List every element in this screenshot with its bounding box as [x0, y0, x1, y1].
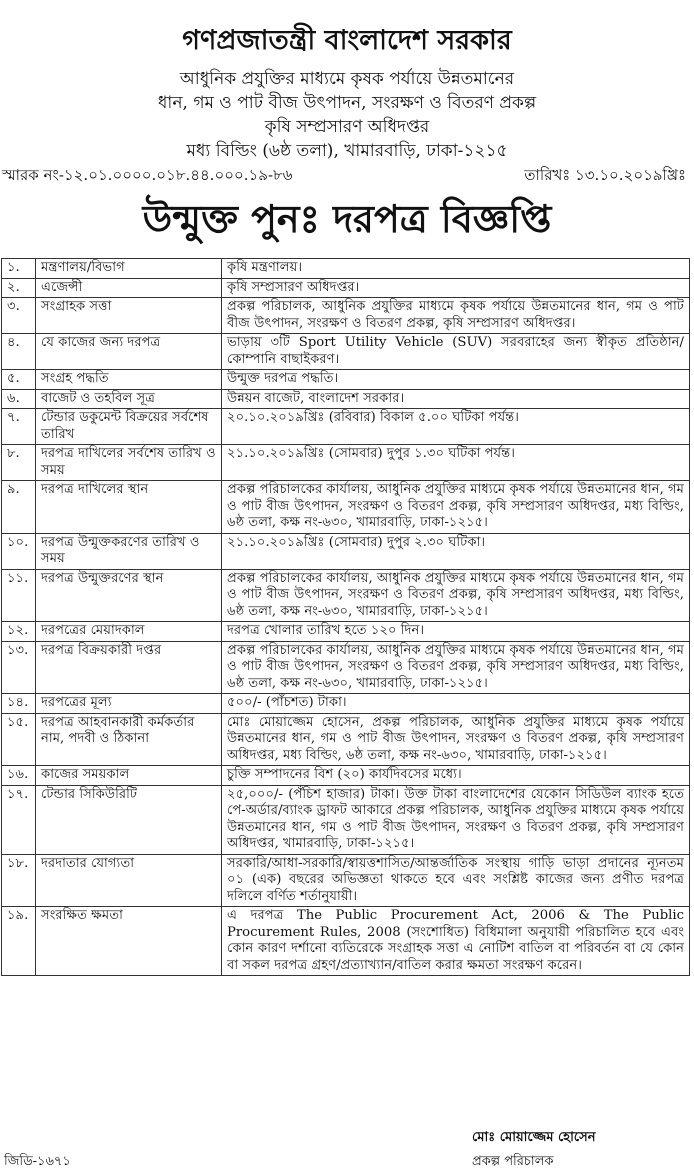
row-number: ১২.	[2, 622, 36, 642]
row-value: ভাড়ায় ৩টি Sport Utility Vehicle (SUV) সরবরাহের জন্য স্বীকৃত প্রতিষ্ঠান/কোম্পানি বাছাইকরণ।	[222, 334, 690, 370]
row-number: ১.	[2, 259, 36, 279]
table-row	[2, 907, 690, 976]
table-row	[2, 445, 690, 481]
row-label: দরপত্র উন্মুক্তরণের স্থান	[36, 569, 222, 622]
row-value: উন্মুক্ত দরপত্র পদ্ধতি।	[222, 370, 690, 390]
government-heading: গণপ্রজাতন্ত্রী বাংলাদেশ সরকার	[182, 25, 512, 56]
office-address: মধ্য বিল্ডিং (৬ষ্ঠ তলা), খামারবাড়ি, ঢাকা-১২১৫	[186, 141, 508, 161]
row-number: ৩.	[2, 298, 36, 334]
row-label: দরপত্র আহবানকারী কর্মকর্তার নাম, পদবী ও ঠিকানা	[36, 713, 222, 766]
gd-code: জিডি-১৬৭১	[4, 1154, 71, 1169]
row-number: ৪.	[2, 334, 36, 370]
row-value: প্রকল্প পরিচালকের কার্যালয়, আধুনিক প্রযুক্তির মাধ্যমে কৃষক পর্যায়ে উন্নতমানের ধান, গম ও পাট বীজ উৎপাদন, সংরক্ষণ ও বিতরণ প্রকল্প, কৃষি সম্প্রসারণ অধিদপ্তর, মধ্য বিল্ডিং, ৬ষ্ঠ তলা, কক্ষ নং-৬৩০, খামারবাড়ি, ঢাকা-১২১৫।	[222, 569, 690, 622]
row-label: দরপত্র উন্মুক্তকরণের তারিখ ও সময়	[36, 533, 222, 569]
row-label: দরপত্র দাখিলের স্থান	[36, 481, 222, 534]
row-label: দরপত্রের মূল্য	[36, 694, 222, 714]
row-number: ৯.	[2, 481, 36, 534]
tender-details-table	[1, 258, 690, 976]
row-label: দরদাতার যোগ্যতা	[36, 854, 222, 907]
table-row	[2, 713, 690, 766]
signatory-name: মোঃ মোয়াজ্জেম হোসেন	[472, 1130, 596, 1145]
row-label: কাজের সময়কাল	[36, 766, 222, 786]
row-label: যে কাজের জন্য দরপত্র	[36, 334, 222, 370]
project-line-1: আধুনিক প্রযুক্তির মাধ্যমে কৃষক পর্যায়ে উন্নতমানের	[179, 69, 515, 89]
row-number: ১১.	[2, 569, 36, 622]
row-value: কৃষি সম্প্রসারণ অধিদপ্তর।	[222, 278, 690, 298]
table-row	[2, 389, 690, 409]
row-value: চুক্তি সম্পাদনের বিশ (২০) কার্যদিবসের মধ্যে।	[222, 766, 690, 786]
row-label: সংগ্রাহক সত্তা	[36, 298, 222, 334]
table-row	[2, 622, 690, 642]
table-row	[2, 481, 690, 534]
project-line-2: ধান, গম ও পাট বীজ উৎপাদন, সংরক্ষণ ও বিতরণ প্রকল্প	[157, 93, 537, 113]
row-value: ২১.১০.২০১৯খ্রিঃ (সোমবার) দুপুর ২.৩০ ঘটিকা।	[222, 533, 690, 569]
row-label: টেন্ডার ডকুমেন্ট বিক্রয়ের সর্বশেষ তারিখ	[36, 409, 222, 445]
row-label: দরপত্র বিক্রয়কারী দপ্তর	[36, 641, 222, 694]
table-row	[2, 334, 690, 370]
table-row	[2, 259, 690, 279]
row-value: উন্নয়ন বাজেট, বাংলাদেশ সরকার।	[222, 389, 690, 409]
row-number: ১৭.	[2, 785, 36, 854]
table-row	[2, 409, 690, 445]
table-row	[2, 370, 690, 390]
memo-date: তারিখঃ ১৩.১০.২০১৯খ্রিঃ	[524, 166, 686, 184]
department-name: কৃষি সম্প্রসারণ অধিদপ্তর	[264, 117, 430, 137]
row-number: ১৫.	[2, 713, 36, 766]
notice-title: উন্মুক্ত পুনঃ দরপত্র বিজ্ঞপ্তি	[142, 196, 552, 241]
row-number: ৭.	[2, 409, 36, 445]
row-label: দরপত্রের মেয়াদকাল	[36, 622, 222, 642]
row-label: এজেন্সী	[36, 278, 222, 298]
table-row	[2, 278, 690, 298]
row-label: টেন্ডার সিকিউরিটি	[36, 785, 222, 854]
row-label: দরপত্র দাখিলের সর্বশেষ তারিখ ও সময়	[36, 445, 222, 481]
row-value: দরপত্র খোলার তারিখ হতে ১২০ দিন।	[222, 622, 690, 642]
row-number: ১৩.	[2, 641, 36, 694]
table-row	[2, 533, 690, 569]
memo-number: স্মারক নং-১২.০১.০০০০.০১৮.৪৪.০০০.১৯-৮৬	[2, 166, 293, 184]
row-value: প্রকল্প পরিচালকের কার্যালয়, আধুনিক প্রযুক্তির মাধ্যমে কৃষক পর্যায়ে উন্নতমানের ধান, গম ও পাট বীজ উৎপাদন, সংরক্ষণ ও বিতরণ প্রকল্প, কৃষি সম্প্রসারণ অধিদপ্তর, মধ্য বিল্ডিং, ৬ষ্ঠ তলা, কক্ষ নং-৬৩০, খামারবাড়ি, ঢাকা-১২১৫।	[222, 481, 690, 534]
row-value: ২০.১০.২০১৯খ্রিঃ (রবিবার) বিকাল ৫.০০ ঘটিকা পর্যন্ত।	[222, 409, 690, 445]
table-row	[2, 641, 690, 694]
table-row	[2, 569, 690, 622]
row-number: ২.	[2, 278, 36, 298]
row-label: বাজেট ও তহবিল সূত্র	[36, 389, 222, 409]
row-label: মন্ত্রণালয়/বিভাগ	[36, 259, 222, 279]
row-label: সংরক্ষিত ক্ষমতা	[36, 907, 222, 976]
row-value: এ দরপত্র The Public Procurement Act, 2006 & The Public Procurement Rules, 2008 (সংশোধিত) বিধিমালা অনুযায়ী পরিচালিত হবে এবং কোন কারণ দর্শানো ব্যতিরেকে সংগ্রাহক সত্তা এ নোটিশ বাতিল বা পরিবর্তন বা যে কোন বা সকল দরপত্র গ্রহণ/প্রত্যাখ্যান/বাতিল করার ক্ষমতা সংরক্ষণ করেন।	[222, 907, 690, 976]
table-row	[2, 785, 690, 854]
row-number: ৬.	[2, 389, 36, 409]
row-value: প্রকল্প পরিচালক, আধুনিক প্রযুক্তির মাধ্যমে কৃষক পর্যায়ে উন্নতমানের ধান, গম ও পাট বীজ উৎপাদন, সংরক্ষণ ও বিতরণ প্রকল্প, কৃষি সম্প্রসারণ অধিদপ্তর।	[222, 298, 690, 334]
row-number: ১৮.	[2, 854, 36, 907]
row-value: ২৫,০০০/- (পঁচিশ হাজার) টাকা। উক্ত টাকা বাংলাদেশের যেকোন সিডিউল ব্যাংক হতে পে-অর্ডার/ব্যাংক ড্রাফট আকারে প্রকল্প পরিচালক, আধুনিক প্রযুক্তির মাধ্যমে কৃষক পর্যায়ে উন্নতমানের ধান, গম ও পাট বীজ উৎপাদন, সংরক্ষণ ও বিতরণ প্রকল্প, কৃষি সম্প্রসারণ অধিদপ্তর, খামারবাড়ি, ঢাকা-১২১৫।	[222, 785, 690, 854]
tender-details-body	[2, 259, 690, 976]
row-value: কৃষি মন্ত্রণালয়।	[222, 259, 690, 279]
row-value: ৫০০/- (পাঁচশত) টাকা।	[222, 694, 690, 714]
table-row	[2, 694, 690, 714]
row-label: সংগ্রহ পদ্ধতি	[36, 370, 222, 390]
row-number: ১৪.	[2, 694, 36, 714]
signatory-title: প্রকল্প পরিচালক	[472, 1154, 554, 1169]
row-number: ১৯.	[2, 907, 36, 976]
row-number: ৮.	[2, 445, 36, 481]
table-row	[2, 766, 690, 786]
row-value: সরকারি/আধা-সরকারি/স্বায়ত্তশাসিত/আন্তর্জাতিক সংস্থায় গাড়ি ভাড়া প্রদানের ন্যূনতম ০১ (এক) বছরের অভিজ্ঞতা থাকতে হবে এবং সংশ্লিষ্ট কাজের জন্য প্রণীত দরপত্র দলিলে বর্ণিত শর্তানুযায়ী।	[222, 854, 690, 907]
row-number: ৫.	[2, 370, 36, 390]
row-number: ১৬.	[2, 766, 36, 786]
row-number: ১০.	[2, 533, 36, 569]
table-row	[2, 298, 690, 334]
table-row	[2, 854, 690, 907]
row-value: ২১.১০.২০১৯খ্রিঃ (সোমবার) দুপুর ১.৩০ ঘটিকা পর্যন্ত।	[222, 445, 690, 481]
row-value: মোঃ মোয়াজ্জেম হোসেন, প্রকল্প পরিচালক, আধুনিক প্রযুক্তির মাধ্যমে কৃষক পর্যায়ে উন্নতমানের ধান, গম ও পাট বীজ উৎপাদন, সংরক্ষণ ও বিতরণ প্রকল্প, কৃষি সম্প্রসারণ অধিদপ্তর, মধ্য বিল্ডিং, ৬ষ্ঠ তলা, কক্ষ নং-৬৩০, খামারবাড়ি, ঢাকা-১২১৫।	[222, 713, 690, 766]
row-value: প্রকল্প পরিচালকের কার্যালয়, আধুনিক প্রযুক্তির মাধ্যমে কৃষক পর্যায়ে উন্নতমানের ধান, গম ও পাট বীজ উৎপাদন, সংরক্ষণ ও বিতরণ প্রকল্প, কৃষি সম্প্রসারণ অধিদপ্তর, মধ্য বিল্ডিং, ৬ষ্ঠ তলা, কক্ষ নং-৬৩০, খামারবাড়ি, ঢাকা-১২১৫।	[222, 641, 690, 694]
